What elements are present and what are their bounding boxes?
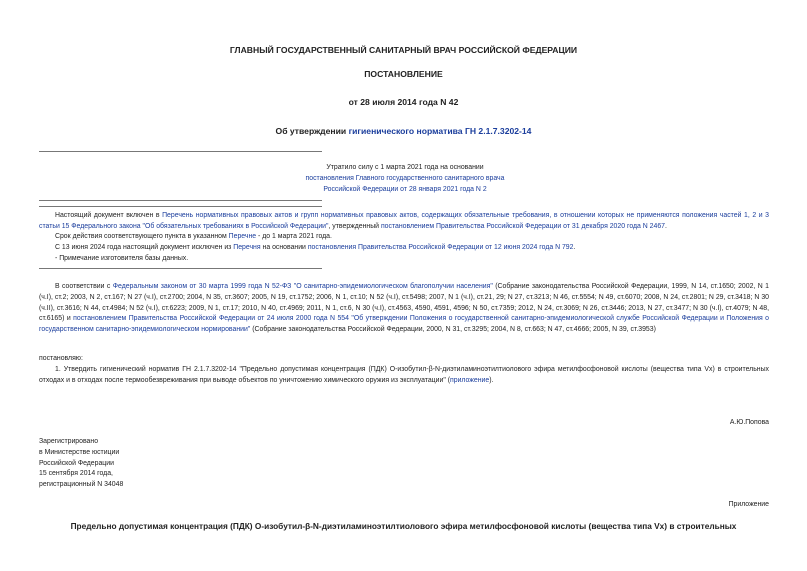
- text-span: , утвержденный: [328, 222, 381, 230]
- divider: [39, 151, 322, 152]
- signature: А.Ю.Попова: [729, 419, 769, 426]
- registration-line: 15 сентября 2014 года,: [39, 470, 113, 478]
- divider: [39, 200, 322, 201]
- expiry-note: [240, 163, 570, 195]
- government-decree-link[interactable]: постановлением Правительства Российской Федерации от 31 декабря 2020 года N 2467: [380, 222, 665, 230]
- registration-line: регистрационный N 34048: [39, 481, 124, 489]
- text-span: ).: [489, 376, 494, 384]
- text-span: (Собрание законодательства Российской Федерации, 1999, N 14, ст.1650; 2002, N 1 (ч.I), ст.2; 2003, N 2, ст.167; N 27 (ч.I), ст.2700; 2004, N 35, ст.3607; 2005, N 19, ст.1752; 2006, N 1, ст.10; N 52 (ч.I), ст.5498; 2007, N 1 (ч.I), ст.21, 29; N 27, ст.3213; N 46, ст.5554; N 49, ст.6070; 2008, N 24, ст.2801; N 29, ст.3418; N 30 (ч.II), ст.3616; N 44, ст.4984; N 52 (ч.I), ст.6223; 2009, N 1, ст.17; 2010, N 40, ст.4969; 2011, N 1, ст.6, N 30 (ч.I), ст.4563, 4590, 4591, 4596; N 50, ст.7359; 2012, N 24, ст.3069; N 26, ст.3446; 2013, N 27, ст.3477; N 30 (ч.I), ст.4079; N 48, ст.6165) и: [39, 283, 769, 323]
- title-prefix: Об утверждении: [275, 126, 349, 136]
- validity-paragraph: [39, 232, 769, 243]
- registration-block: [39, 437, 123, 491]
- government-decree-link[interactable]: постановлением Правительства Российской Федерации от 24 июля 2000 года N 554 "Об утверждении Положения о государственной санитарно-эпидемиологической службе Российской Федерации и Положения о государственном санитарно-эпидемиологическом нормировании": [39, 315, 769, 334]
- federal-law-link[interactable]: Федеральным законом от 30 марта 1999 года N 52-ФЗ "О санитарно-эпидемиологическом благополучии населения": [112, 283, 493, 290]
- expiry-link-line[interactable]: Российской Федерации от 28 января 2021 года N 2: [323, 185, 487, 193]
- text-span: (Собрание законодательства Российской Федерации, 2000, N 31, ст.3295; 2004, N 8, ст.663; N 47, ст.4666; 2005, N 39, ст.3953): [250, 326, 656, 334]
- date-number-heading: от 28 июля 2014 года N 42: [348, 97, 459, 107]
- doc-type-heading: ПОСТАНОВЛЕНИЕ: [364, 69, 443, 79]
- divider: [39, 206, 322, 207]
- producer-note: - Примечание изготовителя базы данных.: [55, 255, 189, 262]
- expiry-note-line: Утратило силу с 1 марта 2021 года на основании: [326, 164, 484, 171]
- resolve-word: постановляю:: [39, 355, 83, 362]
- document-title: [0, 126, 807, 136]
- title-link[interactable]: гигиенического норматива ГН 2.1.7.3202-14: [348, 126, 532, 136]
- appendix-link[interactable]: приложение: [450, 376, 490, 384]
- exclusion-paragraph: [39, 243, 769, 254]
- text-span: Настоящий документ включен в: [55, 212, 163, 219]
- text-span: С 13 июня 2024 года настоящий документ исключен из: [55, 244, 234, 251]
- list-note-paragraph: [39, 211, 769, 233]
- registration-line: Зарегистрировано: [39, 438, 99, 445]
- perechen-link[interactable]: Перечня: [233, 244, 261, 251]
- legal-basis-paragraph: [39, 282, 769, 336]
- divider: [39, 268, 322, 269]
- text-span: - до 1 марта 2021 года.: [256, 233, 332, 240]
- text-span: на основании: [260, 244, 308, 251]
- text-span: Срок действия соответствующего пункта в указанном: [55, 233, 229, 240]
- appendix-title: Предельно допустимая концентрация (ПДК) О-изобутил-β-N-диэтиламиноэтилтиолового эфира метилфосфоновой кислоты (вещества типа Vx) в строительных: [70, 521, 737, 531]
- item-1-paragraph: [39, 365, 769, 387]
- perechen-link[interactable]: Перечень нормативных правовых актов и групп нормативных правовых актов, содержащих обязательные требования, в отношении которых не применяются положения частей 1, 2 и 3 статьи 15 Федерального закона "Об обязательных требованиях в Российской Федерации": [39, 212, 769, 230]
- perechen-link[interactable]: Перечне: [228, 233, 257, 240]
- appendix-label: Приложение: [728, 501, 769, 508]
- registration-line: Российской Федерации: [39, 459, 114, 467]
- text-span: .: [573, 244, 576, 251]
- authority-heading: ГЛАВНЫЙ ГОСУДАРСТВЕННЫЙ САНИТАРНЫЙ ВРАЧ РОССИЙСКОЙ ФЕДЕРАЦИИ: [229, 45, 578, 55]
- expiry-link-line[interactable]: постановления Главного государственного санитарного врача: [305, 174, 505, 182]
- text-span: .: [664, 222, 667, 230]
- registration-line: в Министерстве юстиции: [39, 448, 120, 456]
- text-span: В соответствии с: [55, 283, 113, 290]
- government-decree-link[interactable]: постановления Правительства Российской Федерации от 12 июня 2024 года N 792: [307, 244, 574, 251]
- text-span: 1. Утвердить гигиенический норматив ГН 2.1.7.3202-14 "Предельно допустимая концентрация (ПДК) О-изобутил-β-N-диэтиламиноэтилтиолового эфира метилфосфоновой кислоты (вещества типа Vx) в строительных отходах и в отходах после термообезвреживания при выводе объектов по уничтожению химического оружия из эксплуатации" (: [39, 366, 769, 384]
